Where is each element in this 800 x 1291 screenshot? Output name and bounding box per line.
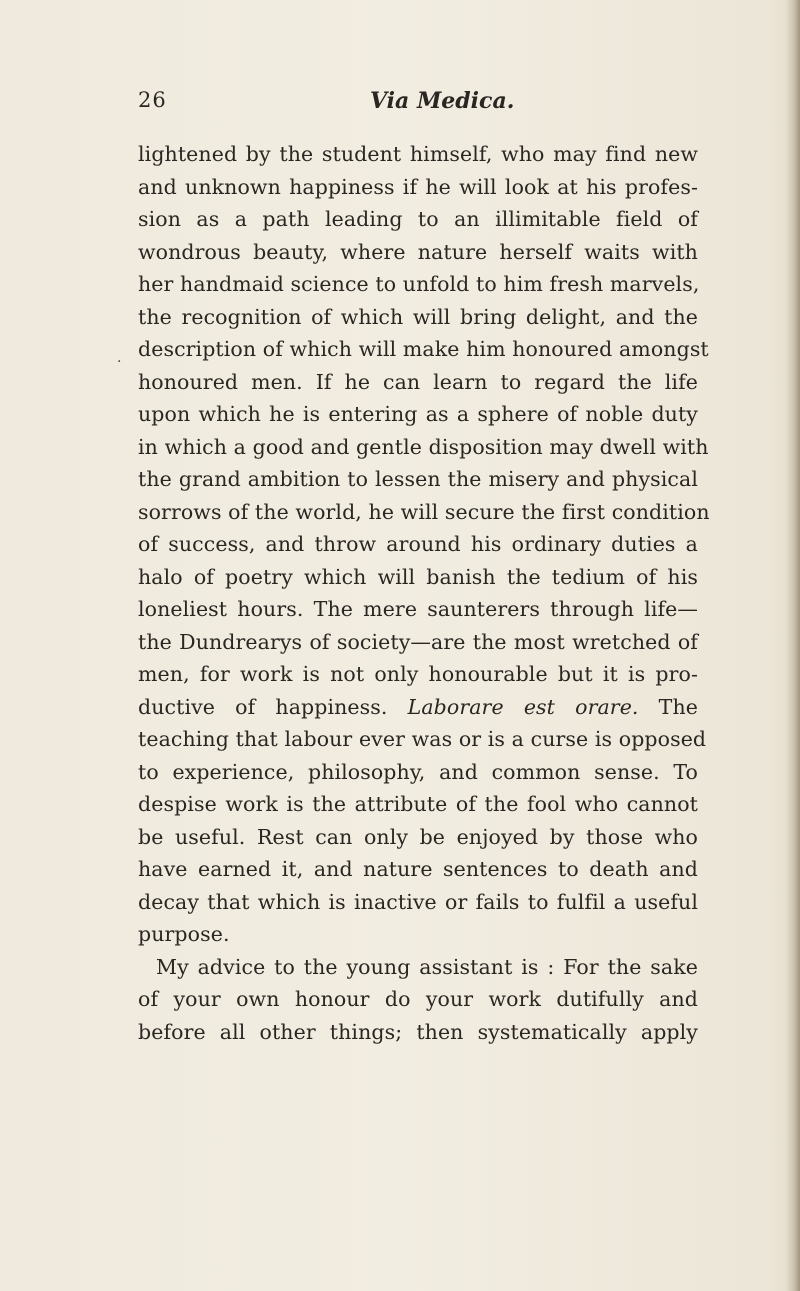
text-line: My advice to the young assistant is : For the sake [156,954,698,979]
text-line: be useful. Rest can only be enjoyed by those who [138,824,698,849]
text-line: teaching that labour ever was or is a curse is opposed [138,727,707,751]
page-number: 26 [138,88,167,112]
text-line: in which a good and gentle disposition may dwell with [138,434,709,459]
text-line: honoured men. If he can learn to regard the life [138,369,698,394]
text-line: loneliest hours. The mere saunterers through life— [138,597,698,621]
text-line: the grand ambition to lessen the misery and physical [138,467,698,491]
text-span: The [658,694,698,719]
text-line: sion as a path leading to an illimitable field of [138,207,698,231]
page-edge-shadow [786,0,800,1291]
text-line: wondrous beauty, where nature herself waits with [138,239,698,264]
text-span: ductive of happiness. [138,694,388,719]
text-line: to experience, philosophy, and common sense. To [138,759,698,784]
text-line: have earned it, and nature sentences to death and [138,857,698,881]
text-line: purpose. [138,922,230,946]
running-head: Via Medica. [370,88,515,114]
text-line-with-latin [138,691,698,724]
text-line: the Dundrearys of society—are the most wretched of [138,629,698,654]
text-line: her handmaid science to unfold to him fresh marvels, [138,272,700,296]
text-line: of your own honour do your work dutifully and [138,987,698,1011]
text-line: of success, and throw around his ordinary duties a [138,532,698,556]
latin-phrase: Laborare est orare. [407,694,639,719]
text-line: description of which will make him honoured amongst [138,337,709,361]
text-line: despise work is the attribute of the fool who cannot [138,792,698,816]
text-line: and unknown happiness if he will look at his profes- [138,174,698,199]
text-line: sorrows of the world, he will secure the first condition [138,499,710,524]
text-line: men, for work is not only honourable but it is pro- [138,662,698,686]
text-line: upon which he is entering as a sphere of noble duty [138,402,698,426]
text-line: lightened by the student himself, who may find new [138,142,698,166]
text-line: before all other things; then systematically apply [138,1019,698,1044]
text-line: decay that which is inactive or fails to fulfil a useful [138,889,698,914]
margin-mark: . [117,350,122,366]
text-line: halo of poetry which will banish the tedium of his [138,564,698,589]
body-text [138,138,710,1048]
page-header [138,88,698,128]
text-line: the recognition of which will bring delight, and the [138,304,698,329]
